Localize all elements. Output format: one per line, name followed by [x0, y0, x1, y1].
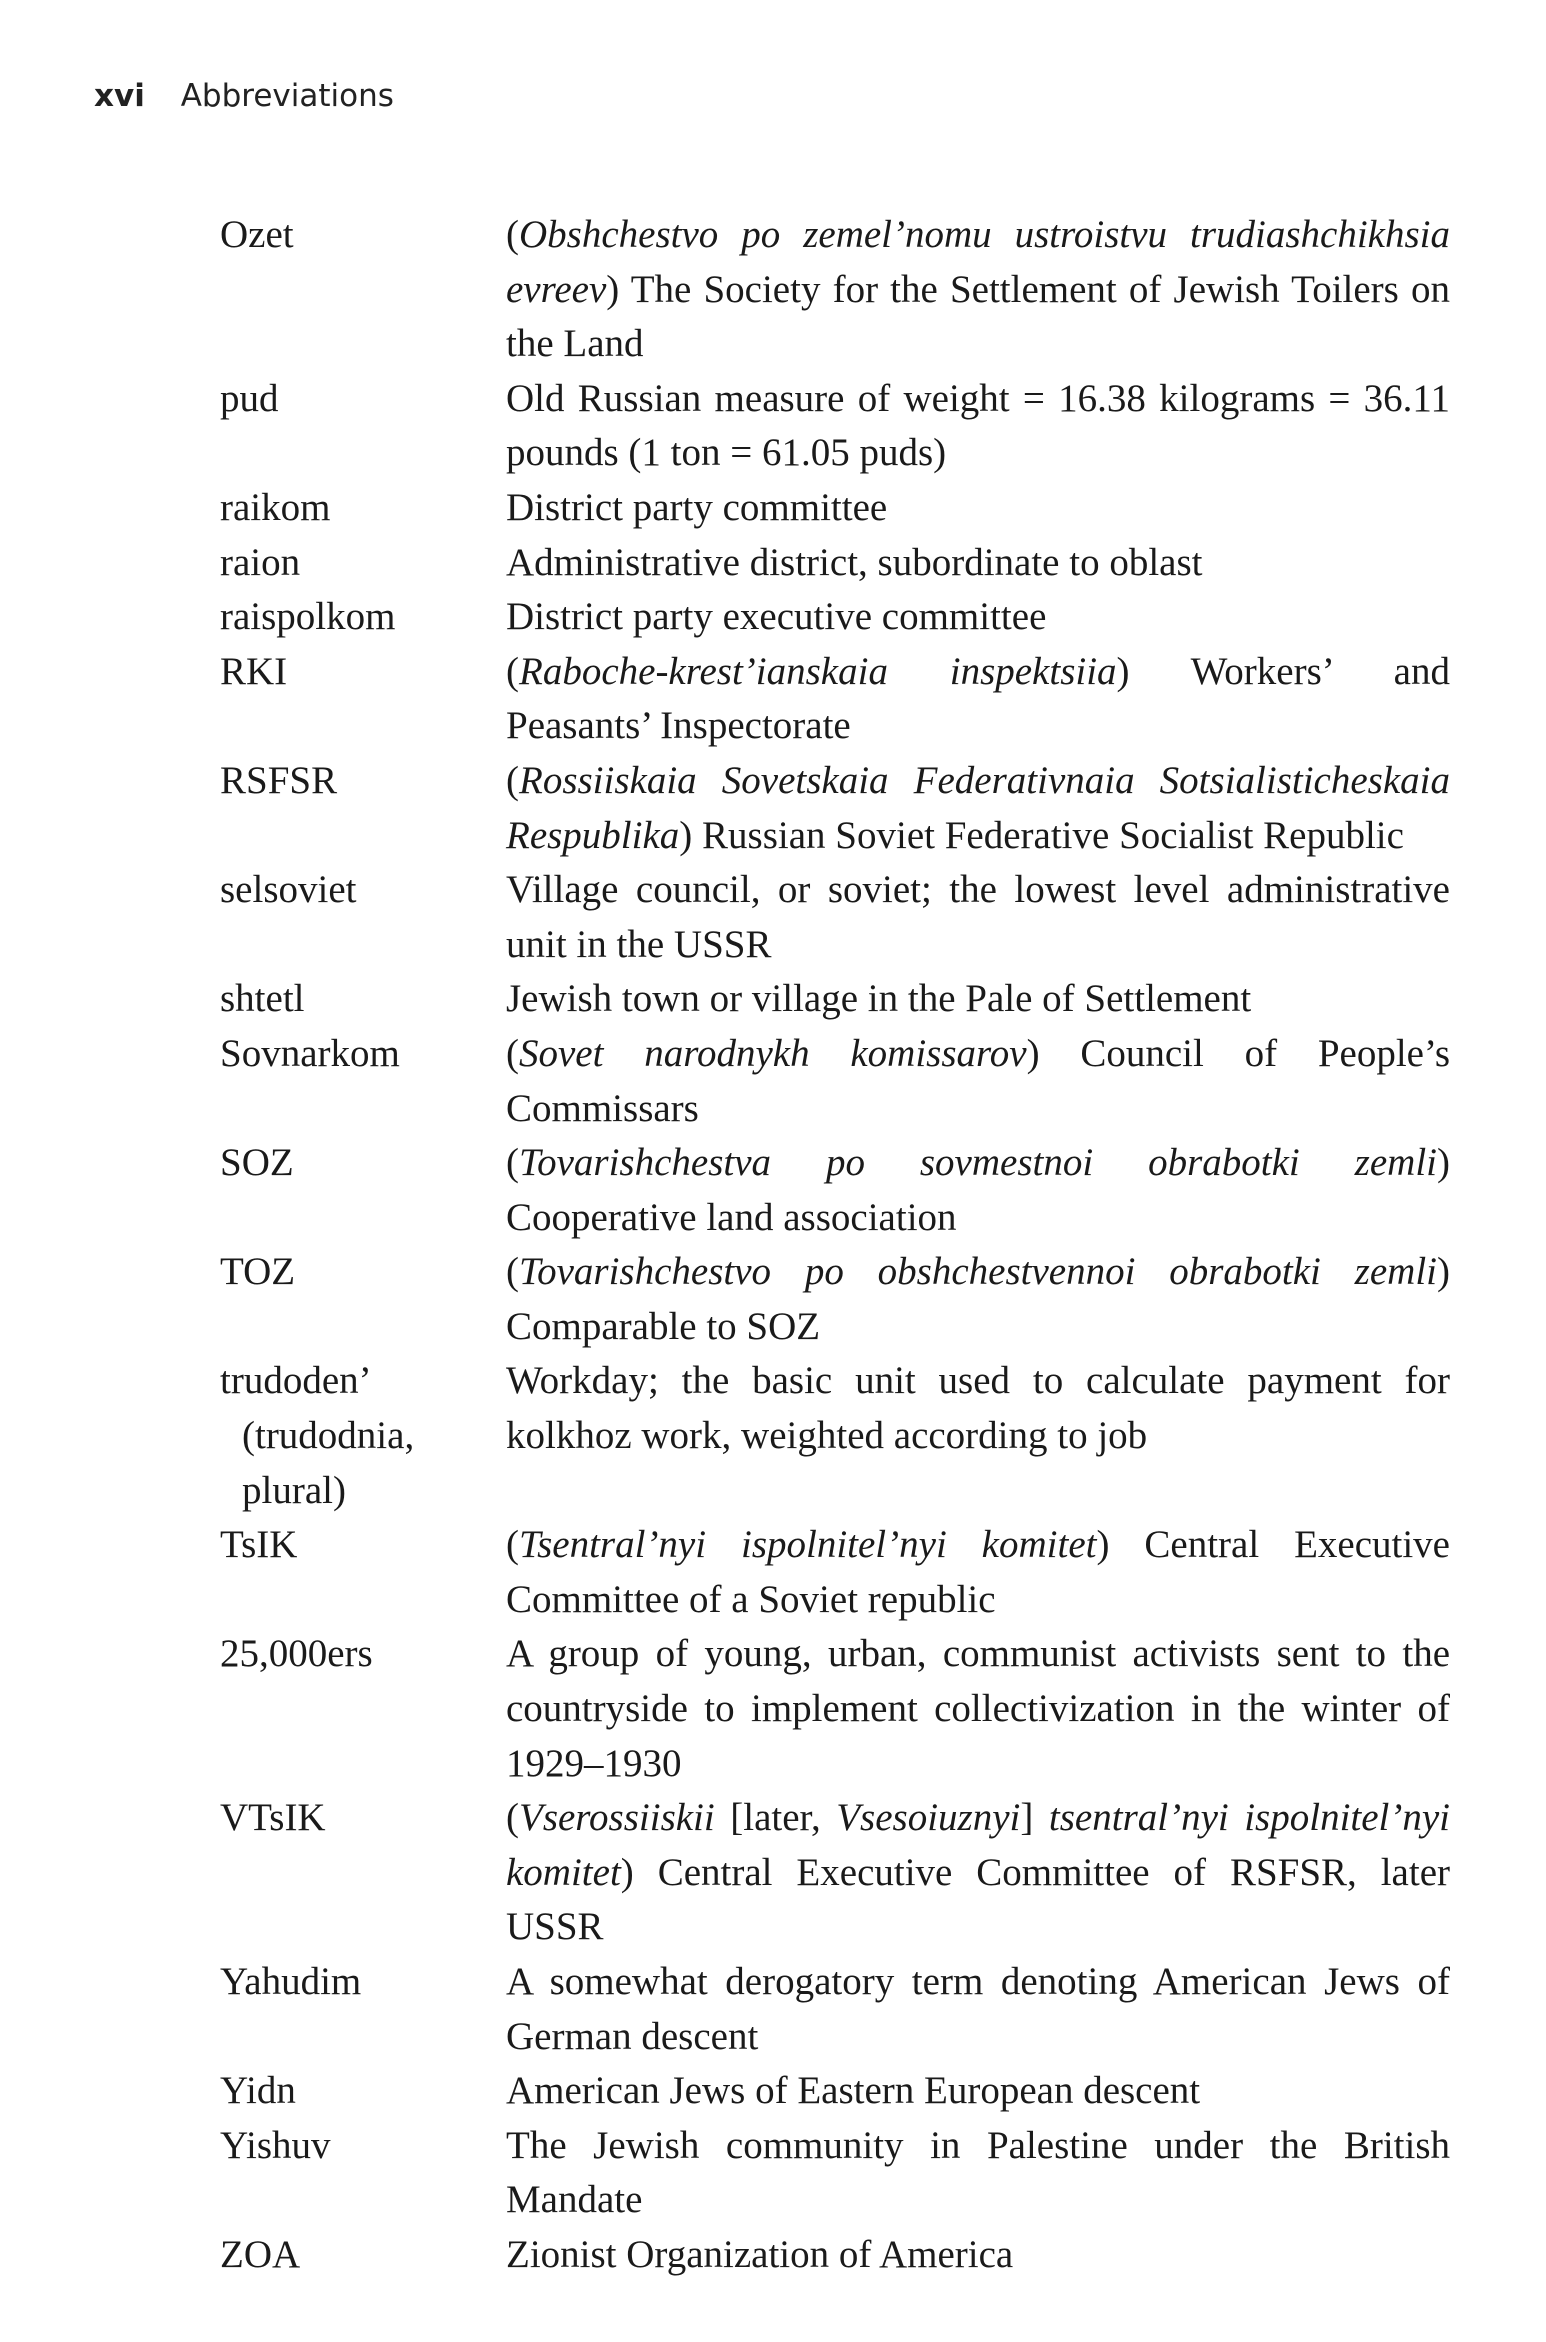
entry-definition [506, 972, 1450, 1027]
entry-term: SOZ [220, 1141, 294, 1185]
entry-zoa [220, 2228, 1450, 2283]
entry-definition [506, 863, 1450, 972]
entry-term: Yahudim [220, 1960, 362, 2003]
entry-term: TOZ [220, 1250, 296, 1294]
definition-text: Zionist Organization of America [506, 2232, 1014, 2276]
entry-pud [220, 372, 1450, 481]
entry-sovnarkom [220, 1027, 1450, 1136]
entry-yidn [220, 2064, 1450, 2119]
entry-term-main: trudoden’ [220, 1359, 372, 1403]
definition-text: The Jewish community in Palestine under the British Mandate [506, 2123, 1450, 2222]
original-name-rest: tsentral’nyi ispolnitel’nyi komitet [506, 1796, 1451, 1894]
entry-term [220, 1354, 506, 1518]
entry-definition: (Vserossiiskii [later, Vsesoiuznyi] tsentral’nyi ispolnitel’nyi komitet) Central Executive Committee of RSFSR, later USSR [506, 1796, 1451, 1949]
definition-text: American Jews of Eastern European descent [506, 2069, 1201, 2113]
original-name: Tovarishchestvo po obshchestvennoi obrabotki zemli [519, 1250, 1437, 1294]
definition-text: Cooperative land association [506, 1195, 957, 1239]
entry-term: raikom [220, 485, 331, 529]
entry-term: raispolkom [220, 595, 396, 639]
entry-selsoviet [220, 863, 1450, 972]
original-name: Sovet narodnykh komissarov [519, 1031, 1027, 1075]
definition-text: District party committee [506, 485, 888, 529]
entry-definition [506, 536, 1450, 591]
original-name: Vserossiiskii [519, 1796, 715, 1840]
original-name: Tsentral’nyi ispolnitel’nyi komitet [519, 1523, 1097, 1567]
entry-definition [506, 481, 1450, 536]
entry-yishuv [220, 2119, 1450, 2228]
entry-term: 25,000ers [220, 1632, 373, 1676]
original-name: Rossiiskaia Sovetskaia Federativnaia Sotsialisticheskaia Respublika [506, 758, 1450, 857]
entry-vtsik [220, 1791, 1450, 1955]
bracket-close: ] [1020, 1796, 1034, 1840]
running-head [94, 78, 394, 114]
entry-rsfsr [220, 754, 1450, 863]
definition-text: The Society for the Settlement of Jewish Toilers on the Land [506, 267, 1450, 366]
entry-definition [506, 372, 1450, 481]
definition-text: A somewhat derogatory term denoting American Jews of German descent [506, 1960, 1450, 2058]
entry-raikom [220, 481, 1450, 536]
definition-text: Administrative district, subordinate to oblast [506, 540, 1203, 584]
definition-text: District party executive committee [506, 595, 1047, 639]
definition-text: Central Executive Committee of a Soviet republic [506, 1523, 1450, 1621]
entry-definition [506, 2228, 1450, 2283]
entry-term: RSFSR [220, 758, 338, 802]
entry-term-plural: (trudodnia, plural) [242, 1414, 415, 1512]
entry-definition [506, 1354, 1450, 1463]
entry-term: Sovnarkom [220, 1031, 400, 1075]
definition-text: Workers’ and Peasants’ Inspectorate [506, 649, 1450, 748]
entry-yahudim [220, 1955, 1450, 2064]
entry-term: ZOA [220, 2232, 301, 2276]
entry-term: RKI [220, 649, 288, 693]
entry-term: Ozet [220, 213, 294, 256]
entry-definition: (Sovet narodnykh komissarov) Council of People’s Commissars [506, 1031, 1451, 1130]
definition-text: A group of young, urban, communist activists sent to the countryside to implement collectivization in the winter of 1929–1930 [506, 1632, 1450, 1785]
original-name-later: Vsesoiuznyi [836, 1796, 1021, 1840]
entry-ozet [220, 208, 1450, 372]
entry-raispolkom [220, 590, 1450, 645]
entry-toz [220, 1245, 1450, 1354]
entry-definition: (Tovarishchestvo po obshchestvennoi obrabotki zemli) Comparable to SOZ [506, 1250, 1450, 1348]
entry-term: TsIK [220, 1523, 298, 1567]
entry-term: pud [220, 376, 279, 420]
entry-definition [506, 2119, 1450, 2228]
bracket-note: [later, [730, 1796, 821, 1840]
entry-definition: (Rossiiskaia Sovetskaia Federativnaia Sotsialisticheskaia Respublika) Russian Soviet Federative Socialist Republic [506, 758, 1450, 857]
original-name: Tovarishchestva po sovmestnoi obrabotki zemli [519, 1141, 1437, 1185]
original-name: Raboche-krest’ianskaia inspektsiia [519, 649, 1117, 693]
entry-term: Yidn [220, 2069, 296, 2113]
abbreviation-list [220, 208, 1450, 2283]
definition-text: Council of People’s Commissars [506, 1031, 1451, 1130]
entry-rki [220, 645, 1450, 754]
entry-term: shtetl [220, 977, 305, 1021]
entry-term: Yishuv [220, 2123, 331, 2167]
original-name: Obshchestvo po zemel’nomu ustroistvu trudiashchikhsia evreev [506, 213, 1450, 311]
entry-definition: (Obshchestvo po zemel’nomu ustroistvu trudiashchikhsia evreev) The Society for the Settlement of Jewish Toilers on the Land [506, 213, 1450, 366]
entry-tsik [220, 1518, 1450, 1627]
definition-text: Russian Soviet Federative Socialist Republic [702, 813, 1404, 857]
page-number: xvi [94, 78, 145, 114]
entry-term: selsoviet [220, 868, 357, 912]
entry-raion [220, 536, 1450, 591]
entry-definition [506, 1627, 1450, 1791]
definition-text: Old Russian measure of weight = 16.38 kilograms = 36.11 pounds (1 ton = 61.05 puds) [506, 376, 1450, 475]
entry-definition [506, 1955, 1450, 2064]
definition-text: Jewish town or village in the Pale of Settlement [506, 977, 1252, 1021]
entry-definition: (Tsentral’nyi ispolnitel’nyi komitet) Central Executive Committee of a Soviet republic [506, 1523, 1450, 1621]
definition-text: Workday; the basic unit used to calculate payment for kolkhoz work, weighted according to job [506, 1359, 1450, 1458]
definition-text: Comparable to SOZ [506, 1304, 821, 1348]
entry-definition: (Raboche-krest’ianskaia inspektsiia) Workers’ and Peasants’ Inspectorate [506, 649, 1450, 748]
entry-definition [506, 2064, 1450, 2119]
entry-trudoden [220, 1354, 1450, 1518]
entry-definition [506, 590, 1450, 645]
entry-soz [220, 1136, 1450, 1245]
definition-text: Central Executive Committee of RSFSR, later USSR [506, 1850, 1450, 1949]
entry-term: raion [220, 540, 301, 584]
section-title: Abbreviations [180, 78, 394, 114]
entry-definition: (Tovarishchestva po sovmestnoi obrabotki zemli) Cooperative land association [506, 1141, 1450, 1239]
entry-shtetl [220, 972, 1450, 1027]
definition-text: Village council, or soviet; the lowest level administrative unit in the USSR [506, 868, 1450, 966]
entry-term: VTsIK [220, 1796, 326, 1840]
entry-25000ers [220, 1627, 1450, 1791]
